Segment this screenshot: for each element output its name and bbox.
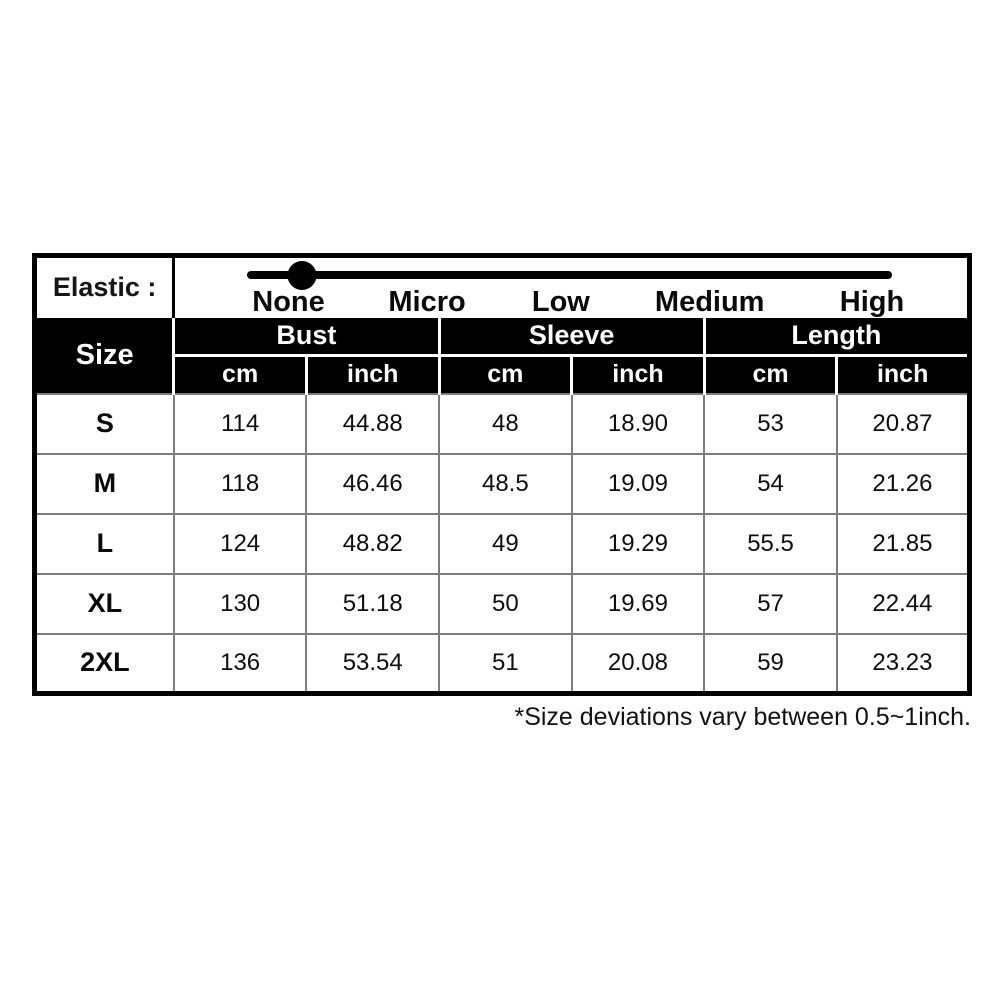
unit-header-sleeve-inch: inch (572, 356, 705, 394)
size-cell: M (35, 454, 174, 514)
size-chart (32, 253, 972, 732)
value-cell: 23.23 (837, 634, 970, 694)
value-cell: 118 (174, 454, 307, 514)
value-cell: 59 (704, 634, 837, 694)
elastic-row (35, 256, 970, 318)
value-cell: 51.18 (306, 574, 439, 634)
group-header-row (35, 318, 970, 356)
size-chart-table (32, 253, 972, 696)
value-cell: 44.88 (306, 394, 439, 454)
elastic-label: Elastic : (35, 256, 174, 318)
unit-header-bust-cm: cm (174, 356, 307, 394)
table-row (35, 514, 970, 574)
table-row (35, 634, 970, 694)
value-cell: 53 (704, 394, 837, 454)
value-cell: 20.87 (837, 394, 970, 454)
value-cell: 18.90 (572, 394, 705, 454)
slider-level-micro: Micro (388, 285, 466, 318)
table-row (35, 394, 970, 454)
value-cell: 130 (174, 574, 307, 634)
value-cell: 49 (439, 514, 572, 574)
value-cell: 57 (704, 574, 837, 634)
value-cell: 19.69 (572, 574, 705, 634)
slider-level-none: None (252, 285, 325, 318)
unit-header-length-cm: cm (704, 356, 837, 394)
slider-track-line (247, 271, 892, 279)
slider-level-labels (175, 284, 967, 317)
group-header-sleeve: Sleeve (439, 318, 704, 356)
size-cell: 2XL (35, 634, 174, 694)
elastic-slider (174, 256, 970, 318)
size-column-header: Size (35, 318, 174, 394)
value-cell: 20.08 (572, 634, 705, 694)
table-row (35, 454, 970, 514)
value-cell: 124 (174, 514, 307, 574)
value-cell: 48.82 (306, 514, 439, 574)
value-cell: 114 (174, 394, 307, 454)
value-cell: 136 (174, 634, 307, 694)
size-cell: S (35, 394, 174, 454)
value-cell: 54 (704, 454, 837, 514)
unit-header-bust-inch: inch (306, 356, 439, 394)
value-cell: 48 (439, 394, 572, 454)
value-cell: 22.44 (837, 574, 970, 634)
value-cell: 19.09 (572, 454, 705, 514)
size-cell: L (35, 514, 174, 574)
slider-level-medium: Medium (654, 285, 765, 318)
value-cell: 55.5 (704, 514, 837, 574)
value-cell: 46.46 (306, 454, 439, 514)
value-cell: 53.54 (306, 634, 439, 694)
unit-header-row (35, 356, 970, 394)
unit-header-length-inch: inch (837, 356, 970, 394)
table-body (35, 256, 970, 694)
value-cell: 21.26 (837, 454, 970, 514)
value-cell: 50 (439, 574, 572, 634)
slider-level-low: Low (531, 285, 590, 318)
value-cell: 21.85 (837, 514, 970, 574)
value-cell: 51 (439, 634, 572, 694)
slider-level-high: High (839, 285, 905, 318)
value-cell: 19.29 (572, 514, 705, 574)
value-cell: 48.5 (439, 454, 572, 514)
group-header-length: Length (704, 318, 969, 356)
size-deviation-note: *Size deviations vary between 0.5~1inch. (514, 703, 971, 731)
table-row (35, 574, 970, 634)
unit-header-sleeve-cm: cm (439, 356, 572, 394)
group-header-bust: Bust (174, 318, 439, 356)
size-cell: XL (35, 574, 174, 634)
